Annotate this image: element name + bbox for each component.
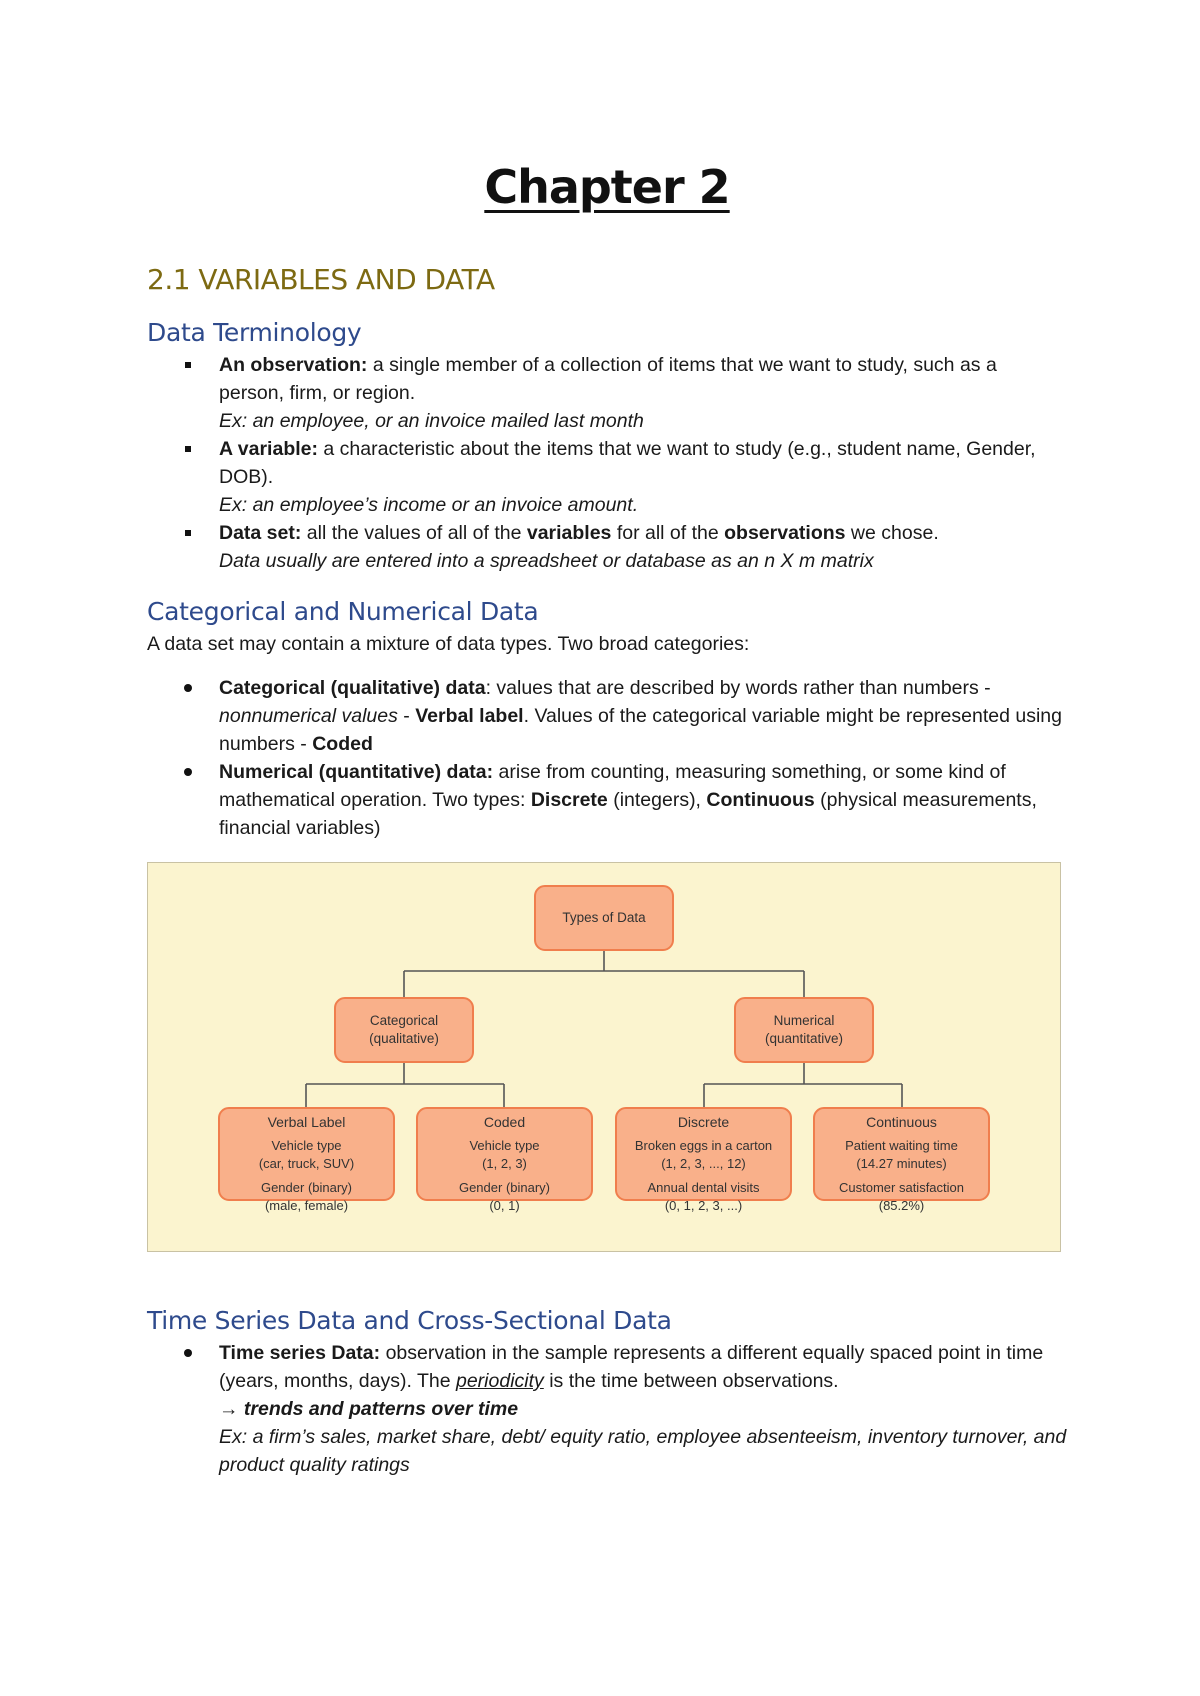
leaf-line: (male, female) — [264, 1198, 349, 1213]
chapter-title: Chapter 2 — [484, 160, 730, 214]
time-series-heading: Time Series Data and Cross-Sectional Data — [147, 1306, 672, 1335]
categorical-keyword: Coded — [312, 733, 373, 755]
time-series-item — [147, 1339, 1067, 1479]
leaf-line: (0, 1, 2, 3, ...) — [664, 1198, 743, 1213]
observation-example: Ex: an employee, or an invoice mailed last month — [219, 410, 644, 432]
leaf-line: (car, truck, SUV) — [258, 1156, 355, 1171]
leaf-line: (85.2%) — [878, 1198, 925, 1213]
periodicity-term: periodicity — [455, 1370, 544, 1392]
data-set-keyword: variables — [526, 522, 612, 544]
section-title: 2.1 VARIABLES AND DATA — [147, 263, 495, 296]
observation-item — [147, 351, 1067, 435]
numerical-box — [734, 997, 874, 1063]
data-set-text: all the values of all of the — [301, 522, 527, 544]
discrete-box — [615, 1107, 792, 1213]
data-set-text: for all of the — [611, 522, 725, 544]
leaf-heading: Verbal Label — [267, 1114, 346, 1130]
data-set-keyword: observations — [724, 522, 846, 544]
variable-item — [147, 435, 1067, 519]
categorical-term: Categorical (qualitative) data — [219, 677, 486, 699]
categorical-text: : values that are described by words rather than numbers - — [485, 677, 991, 699]
numerical-text: arise from counting, measuring something, or some kind of mathematical operation. Two types: — [219, 761, 1006, 811]
leaf-line: (0, 1) — [489, 1198, 520, 1213]
categorical-italic: nonnumerical values — [219, 705, 398, 727]
coded-box — [416, 1107, 593, 1213]
time-series-text: is the time between observations. — [543, 1370, 839, 1392]
types-of-data-diagram — [147, 862, 1061, 1252]
time-series-term: Time series Data: — [219, 1342, 381, 1364]
variable-example: Ex: an employee’s income or an invoice amount. — [219, 494, 639, 516]
time-series-example: Ex: a firm’s sales, market share, debt/ equity ratio, employee absenteeism, inventory turnover, and product quality ratings — [219, 1426, 1067, 1476]
variable-text: a characteristic about the items that we want to study (e.g., student name, Gender, DOB). — [219, 438, 1036, 488]
numerical-keyword: Discrete — [530, 789, 608, 811]
leaf-line: Annual dental visits — [647, 1180, 760, 1195]
leaf-line: (1, 2, 3) — [482, 1156, 527, 1171]
categorical-numerical-heading: Categorical and Numerical Data — [147, 597, 539, 626]
numerical-text: (physical measurements, financial variables) — [219, 789, 1037, 839]
categorical-keyword: Verbal label — [415, 705, 524, 727]
types-of-data-box — [534, 885, 674, 951]
leaf-line: Gender (binary) — [260, 1180, 353, 1195]
trends-line: → trends and patterns over time — [219, 1398, 519, 1420]
categorical-text: - — [397, 705, 416, 727]
numerical-sublabel: (quantitative) — [764, 1031, 844, 1046]
numerical-item — [147, 758, 1067, 842]
time-series-list — [147, 1339, 1067, 1479]
observation-term: An observation: — [219, 354, 368, 376]
leaf-heading: Discrete — [677, 1114, 730, 1130]
leaf-line: Gender (binary) — [458, 1180, 551, 1195]
data-set-item — [147, 519, 1067, 575]
leaf-line: Patient waiting time — [845, 1138, 958, 1153]
categorical-box — [334, 997, 474, 1063]
leaf-line: Vehicle type — [469, 1138, 540, 1153]
numerical-keyword: Continuous — [706, 789, 815, 811]
variable-term: A variable: — [219, 438, 318, 460]
categorical-sublabel: (qualitative) — [369, 1031, 439, 1046]
categorical-text: . Values of the categorical variable might be represented using numbers - — [219, 705, 1062, 755]
verbal-label-box — [218, 1107, 395, 1213]
data-types-list — [147, 674, 1067, 842]
data-set-term: Data set: — [219, 522, 302, 544]
numerical-term: Numerical (quantitative) data: — [219, 761, 494, 783]
data-set-text: we chose. — [845, 522, 939, 544]
observation-text: a single member of a collection of items that we want to study, such as a person, firm, or region. — [219, 354, 997, 404]
continuous-box — [813, 1107, 990, 1213]
numerical-text: (integers), — [607, 789, 707, 811]
data-set-example: Data usually are entered into a spreadsheet or database as an n X m matrix — [219, 550, 874, 572]
leaf-line: Broken eggs in a carton — [634, 1138, 773, 1153]
categorical-item — [147, 674, 1067, 758]
time-series-text: observation in the sample represents a different equally spaced point in time (years, months, days). The — [219, 1342, 1044, 1392]
data-terminology-heading: Data Terminology — [147, 318, 362, 347]
leaf-heading: Coded — [483, 1114, 526, 1130]
categorical-numerical-intro: A data set may contain a mixture of data types. Two broad categories: — [147, 633, 750, 655]
leaf-line: Customer satisfaction — [839, 1180, 964, 1195]
leaf-line: (14.27 minutes) — [856, 1156, 947, 1171]
leaf-heading: Continuous — [866, 1114, 937, 1130]
leaf-line: Vehicle type — [271, 1138, 342, 1153]
types-of-data-label: Types of Data — [562, 910, 646, 925]
data-terminology-list — [147, 351, 1067, 575]
categorical-label: Categorical — [369, 1013, 439, 1028]
leaf-line: (1, 2, 3, ..., 12) — [661, 1156, 746, 1171]
numerical-label: Numerical — [773, 1013, 835, 1028]
